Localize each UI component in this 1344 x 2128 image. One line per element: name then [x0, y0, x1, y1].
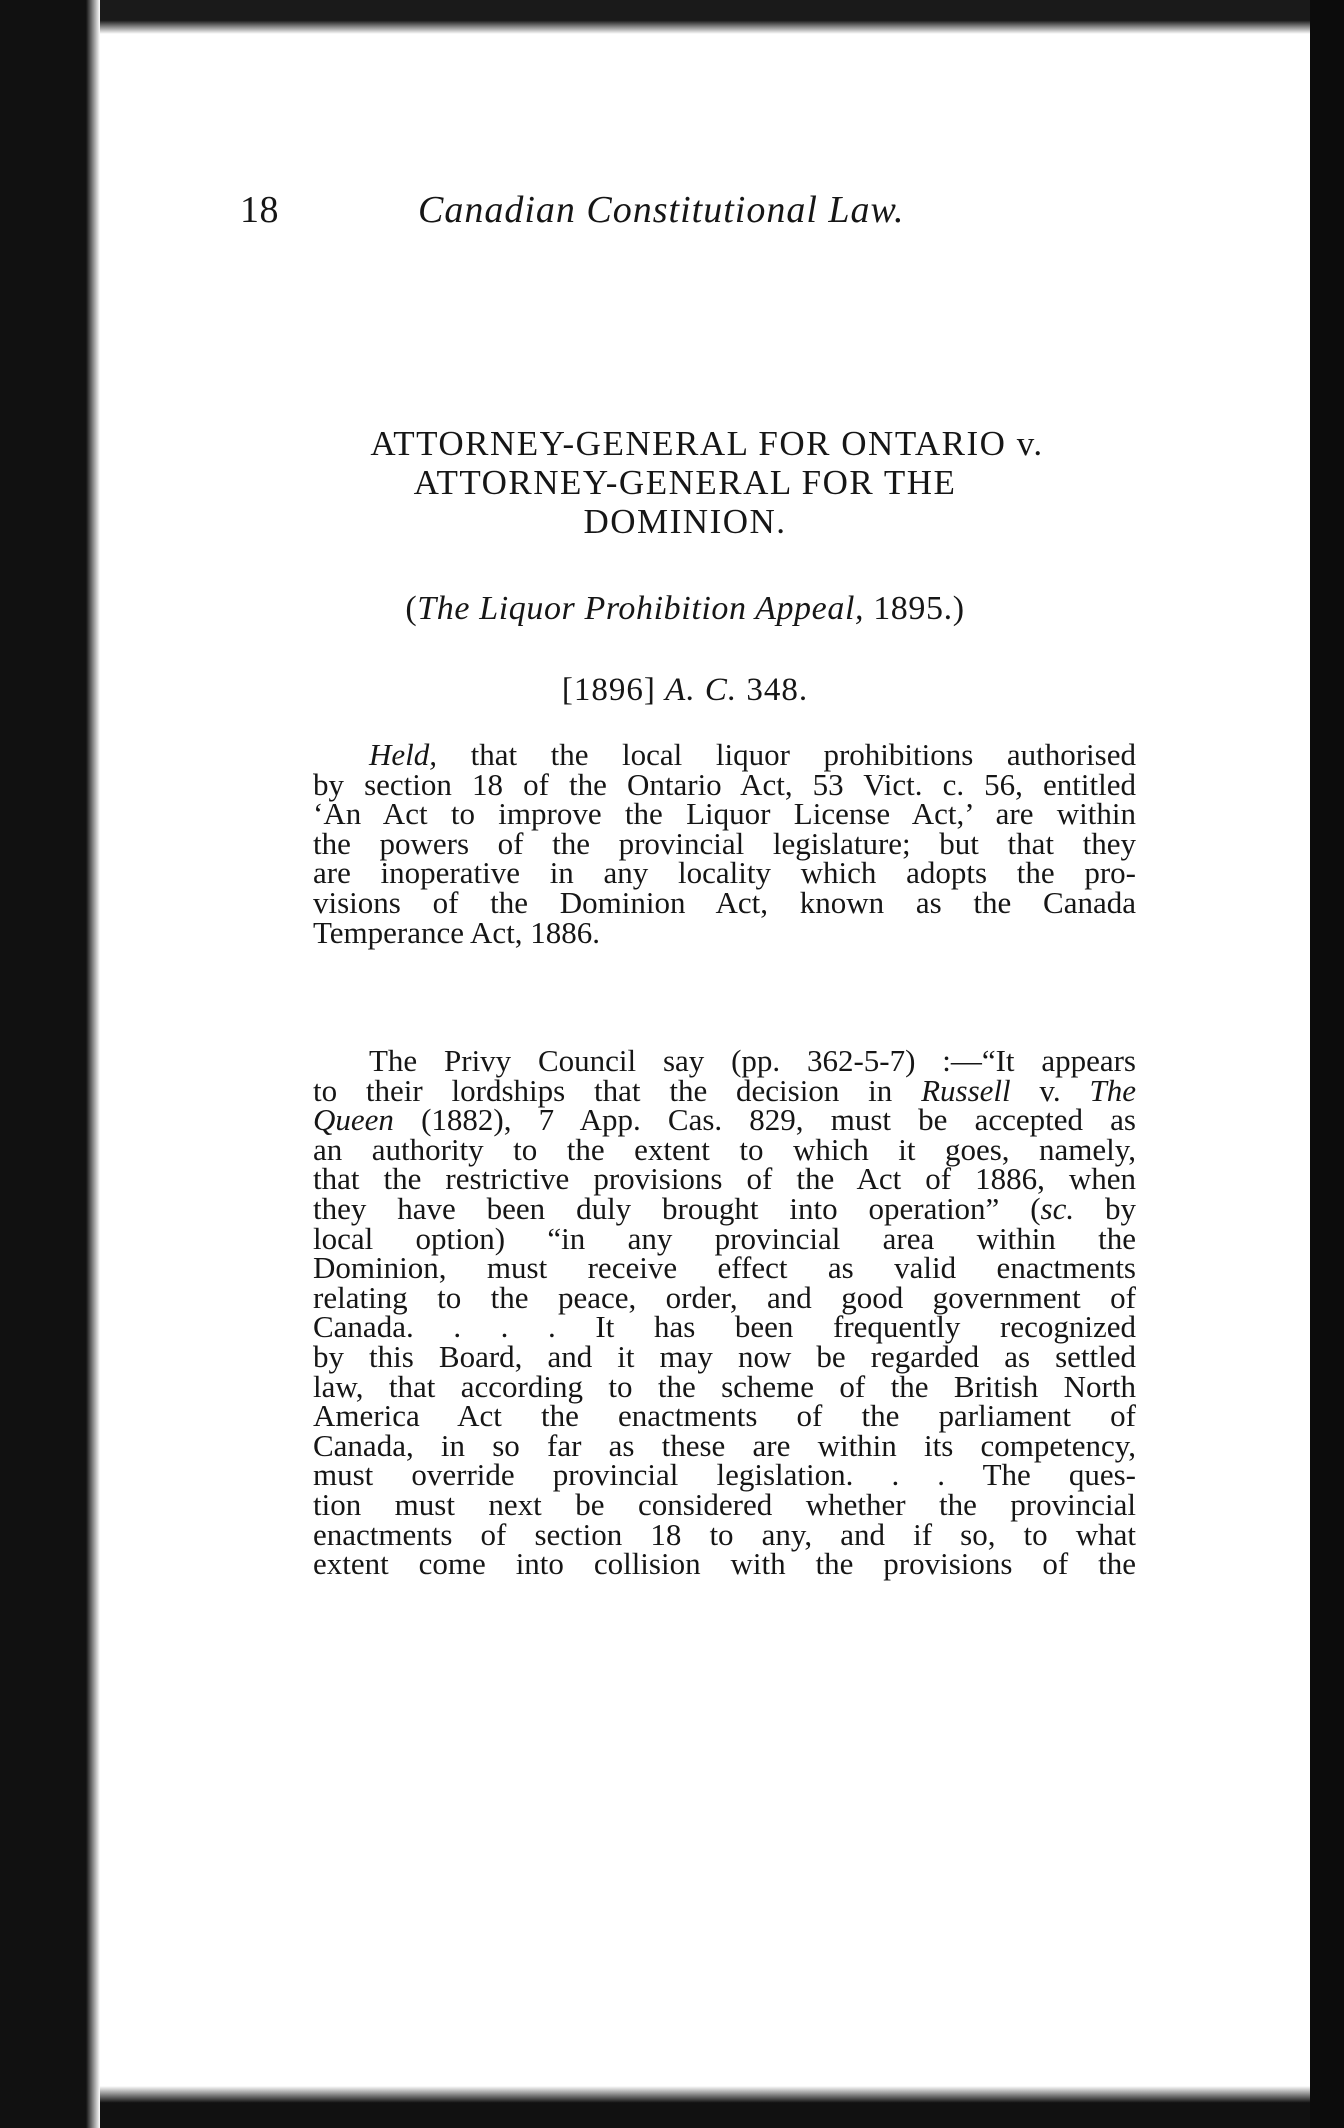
quote-line: law, that according to the scheme of the British North — [313, 1368, 1136, 1404]
scan-border-right — [1310, 0, 1344, 2128]
case-name-italic: Russell — [921, 1072, 1011, 1108]
page-number: 18 — [240, 189, 279, 231]
scan-border-top — [100, 0, 1310, 34]
quote-line — [313, 1190, 1136, 1226]
case-name-italic: Queen — [313, 1102, 394, 1138]
quote-line: extent come into collision with the provisions of the — [313, 1546, 1136, 1582]
quote-text: by — [1074, 1190, 1136, 1226]
held-label: Held, — [369, 737, 438, 772]
citation-page: 348. — [737, 672, 809, 708]
headnote-line: are inoperative in any locality which adopts the pro- — [313, 855, 1136, 891]
case-subtitle — [240, 590, 1130, 628]
headnote-paragraph — [313, 737, 1136, 950]
quote-line: by this Board, and it may now be regarded as settled — [313, 1338, 1136, 1374]
quote-line: Canada, in so far as these are within its competency, — [313, 1427, 1136, 1463]
running-title: Canadian Constitutional Law. — [418, 189, 905, 231]
scan-border-bottom — [100, 2086, 1310, 2128]
quote-text: (1882), 7 App. Cas. 829, must be accepted as — [393, 1102, 1136, 1138]
headnote-line: ‘An Act to improve the Liquor License Act,’ are within — [313, 796, 1136, 832]
quote-line: Dominion, must receive effect as valid enactments — [313, 1250, 1136, 1286]
quote-line: The Privy Council say (pp. 362-5-7) :—“It appears — [369, 1043, 1136, 1078]
case-title-line: DOMINION. — [583, 502, 787, 541]
case-title-line: ATTORNEY-GENERAL FOR ONTARIO v. — [370, 424, 1044, 463]
quote-text: v. — [1010, 1072, 1090, 1108]
headnote-line: Temperance Act, 1886. — [313, 914, 601, 950]
quote-line: relating to the peace, order, and good government of — [313, 1279, 1136, 1315]
subtitle-italic: The Liquor Prohibition Appeal, — [417, 590, 865, 627]
subtitle-close: 1895.) — [864, 590, 965, 627]
quote-line: enactments of section 18 to any, and if so, to what — [313, 1516, 1136, 1552]
scan-border-left — [0, 0, 100, 2128]
case-citation — [240, 672, 1130, 709]
case-name-italic: The — [1089, 1072, 1136, 1108]
quote-line: America Act the enactments of the parliament of — [313, 1398, 1136, 1434]
headnote-line: the powers of the provincial legislature; but that they — [313, 825, 1136, 861]
quote-line: local option) “in any provincial area within the — [313, 1220, 1136, 1256]
quote-line: Canada. . . . It has been frequently recognized — [313, 1309, 1136, 1345]
headnote-line — [313, 737, 1136, 772]
quote-line: tion must next be considered whether the provincial — [313, 1486, 1136, 1522]
quote-text: they have been duly brought into operation” ( — [313, 1190, 1041, 1226]
quote-text: to their lordships that the decision in — [313, 1072, 922, 1108]
case-title — [240, 424, 1130, 541]
quote-line — [313, 1072, 1136, 1108]
quote-line: an authority to the extent to which it goes, namely, — [313, 1131, 1136, 1167]
citation-reporter: A. C. — [665, 672, 738, 708]
headnote-text: that the local liquor prohibitions authorised — [437, 737, 1136, 772]
headnote-line: by section 18 of the Ontario Act, 53 Vict. c. 56, entitled — [313, 766, 1136, 802]
citation-year: [1896] — [561, 672, 666, 708]
case-title-line: ATTORNEY-GENERAL FOR THE — [413, 463, 957, 502]
scilicet-italic: sc. — [1040, 1190, 1075, 1226]
quote-line — [313, 1102, 1136, 1138]
quotation-paragraph — [313, 1043, 1136, 1582]
headnote-line: visions of the Dominion Act, known as the Canada — [313, 884, 1136, 920]
quote-line: that the restrictive provisions of the Act of 1886, when — [313, 1161, 1136, 1197]
subtitle-open: ( — [405, 590, 418, 627]
quote-line: must override provincial legislation. . . The ques- — [313, 1457, 1136, 1493]
